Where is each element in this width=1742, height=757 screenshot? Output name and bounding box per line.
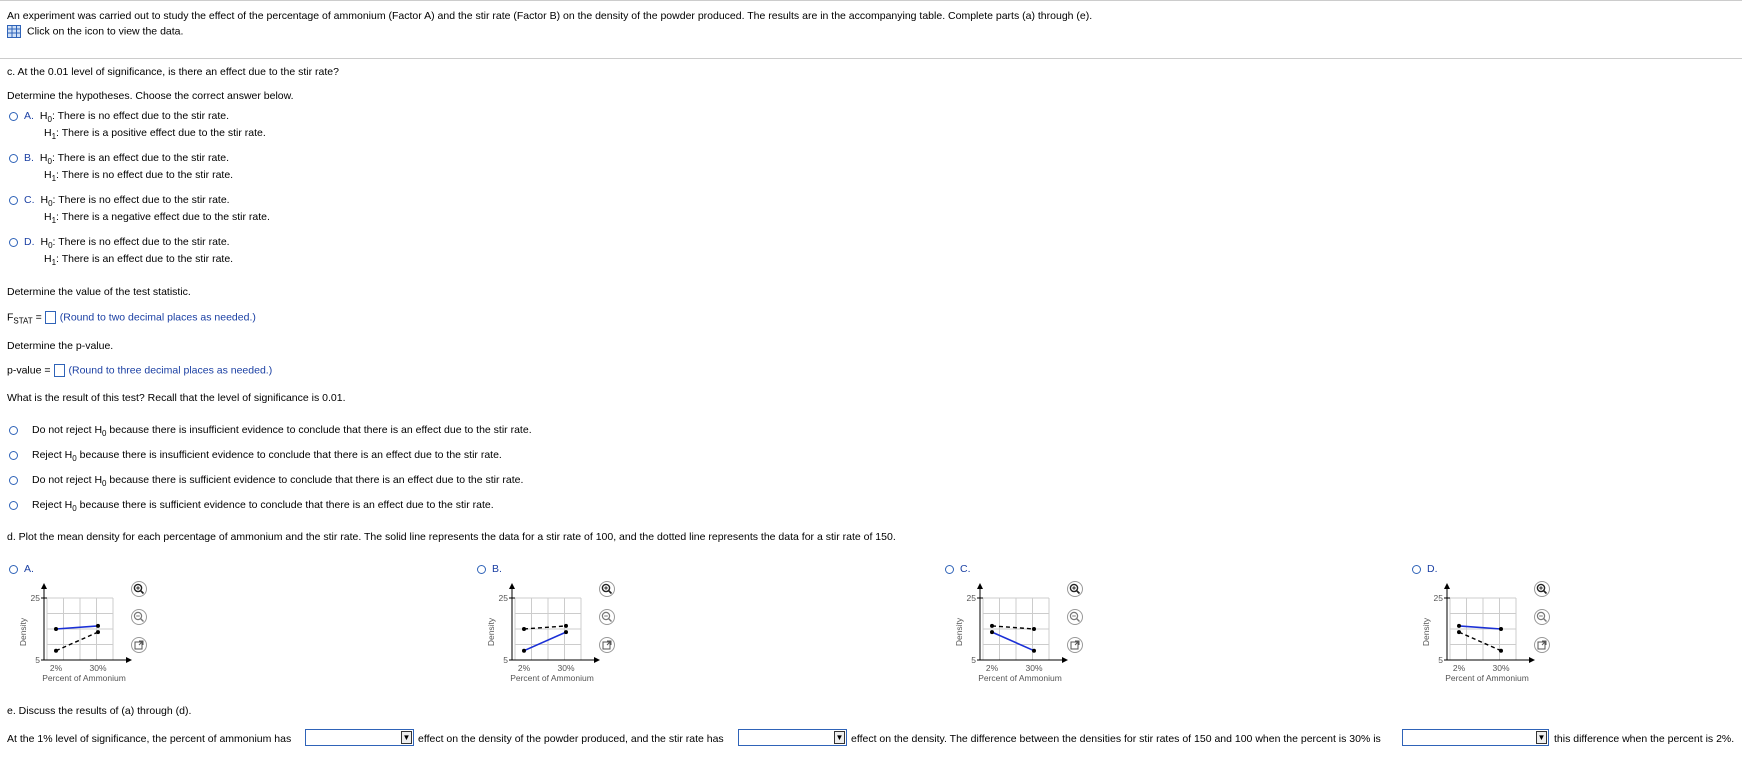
radio-button[interactable] xyxy=(945,565,954,574)
h0-line: $H_0$: There is no effect due to the stir rate. xyxy=(40,236,230,251)
data-point xyxy=(1032,649,1036,653)
h1-line: $H_1$: There is an effect due to the stir rate. xyxy=(44,253,234,268)
h0-text: There is no effect due to the stir rate. xyxy=(58,194,230,206)
h0-text: There is an effect due to the stir rate. xyxy=(57,152,230,164)
radio-button[interactable] xyxy=(9,426,18,435)
h1-label: H xyxy=(44,127,52,139)
h1-sub: 1 xyxy=(51,216,57,226)
option-letter: A. xyxy=(24,563,34,575)
data-point xyxy=(522,627,526,631)
data-point xyxy=(1499,627,1503,631)
popout-icon[interactable] xyxy=(599,637,615,653)
x-tick-label: 30% xyxy=(89,663,107,673)
option-letter: C. xyxy=(960,563,971,575)
y-tick-label: 25 xyxy=(1433,593,1443,603)
stat-prompt: Determine the value of the test statistic. xyxy=(7,286,191,298)
line-chart xyxy=(13,578,143,696)
x-axis-arrow-icon xyxy=(1529,657,1535,663)
h1-label: H xyxy=(44,253,52,265)
option-letter: B. xyxy=(492,563,502,575)
x-tick-label: 30% xyxy=(1492,663,1510,673)
y-axis-label: Density xyxy=(18,617,28,647)
part-e-s4: this difference when the percent is 2%. xyxy=(1554,733,1735,745)
h0-sub: 0 xyxy=(47,115,52,125)
zoom-out-icon[interactable] xyxy=(1534,609,1550,625)
chart-option-2[interactable] xyxy=(945,563,977,575)
fstat-row xyxy=(7,311,256,325)
fstat-label: F xyxy=(7,311,14,324)
fstat-hint: (Round to two decimal places as needed.) xyxy=(59,311,256,324)
x-axis-label: Percent of Ammonium xyxy=(1445,673,1529,683)
data-point xyxy=(1499,649,1503,653)
h1-text: There is a negative effect due to the stir rate. xyxy=(61,211,270,223)
chart-option-0[interactable] xyxy=(9,563,40,575)
h0-sub: 0 xyxy=(102,429,107,439)
section-divider xyxy=(0,58,1742,59)
y-axis-arrow-icon xyxy=(977,583,983,589)
option-letter: D. xyxy=(1427,563,1438,575)
fstat-sub: STAT xyxy=(13,316,33,326)
radio-button[interactable] xyxy=(9,476,18,485)
x-tick-label: 2% xyxy=(517,663,531,673)
zoom-in-icon[interactable] xyxy=(131,581,147,597)
data-point xyxy=(1457,630,1461,634)
h0-line: $H_0$: There is no effect due to the stir rate. xyxy=(40,194,230,209)
h0-line: $H_0$: There is no effect due to the stir rate. xyxy=(39,110,230,125)
option-letter: A. xyxy=(24,110,34,122)
result-action: Reject H xyxy=(32,499,73,511)
y-tick-label: 5 xyxy=(35,655,40,665)
result-action: Do not reject H xyxy=(32,474,103,486)
line-chart xyxy=(949,578,1079,696)
x-axis-label: Percent of Ammonium xyxy=(510,673,594,683)
radio-button[interactable] xyxy=(9,565,18,574)
y-tick-label: 5 xyxy=(971,655,976,665)
data-point xyxy=(990,624,994,628)
p-value-input[interactable] xyxy=(54,364,65,377)
result-option-2[interactable] xyxy=(9,474,523,488)
y-axis-label: Density xyxy=(1421,617,1431,647)
radio-button[interactable] xyxy=(9,238,18,247)
p-prompt: Determine the p-value. xyxy=(7,340,114,352)
radio-button[interactable] xyxy=(1412,565,1421,574)
radio-button[interactable] xyxy=(477,565,486,574)
h1-sub: 1 xyxy=(51,258,57,268)
radio-button[interactable] xyxy=(9,112,18,121)
result-reason: because there is sufficient evidence to conclude that there is an effect due to the stir rate. xyxy=(76,499,494,511)
data-point xyxy=(564,624,568,628)
h0-label: H xyxy=(40,194,49,206)
part-e-s3: effect on the density. The difference between the densities for stir rates of 150 and 100 when the percent is 30% is xyxy=(851,733,1381,745)
result-reason: because there is insufficient evidence to conclude that there is an effect due to the stir rate. xyxy=(106,424,532,436)
p-row xyxy=(7,364,272,377)
h1-label: H xyxy=(44,211,52,223)
data-point xyxy=(522,649,526,653)
y-tick-label: 5 xyxy=(1438,655,1443,665)
h0-sub: 0 xyxy=(72,504,77,514)
result-option-3[interactable] xyxy=(9,499,494,513)
result-option-1[interactable] xyxy=(9,449,502,463)
fstat-input[interactable] xyxy=(45,311,56,324)
h1-sub: 1 xyxy=(51,174,57,184)
zoom-in-icon[interactable] xyxy=(1534,581,1550,597)
data-point xyxy=(1032,627,1036,631)
result-reason: because there is insufficient evidence to conclude that there is an effect due to the stir rate. xyxy=(76,449,502,461)
data-point xyxy=(96,630,100,634)
line-chart xyxy=(1416,578,1546,696)
p-hint: (Round to three decimal places as needed.) xyxy=(68,364,273,377)
data-point xyxy=(96,624,100,628)
result-option-0[interactable] xyxy=(9,424,532,438)
y-tick-label: 25 xyxy=(498,593,508,603)
option-letter: C. xyxy=(24,194,35,206)
fstat-eq: = xyxy=(32,311,42,324)
y-axis-label: Density xyxy=(486,617,496,647)
y-axis-arrow-icon xyxy=(41,583,47,589)
data-point xyxy=(1457,624,1461,628)
y-tick-label: 5 xyxy=(503,655,508,665)
h0-label: H xyxy=(39,110,48,122)
line-chart xyxy=(481,578,611,696)
result-action: Reject H xyxy=(32,449,73,461)
radio-button[interactable] xyxy=(9,451,18,460)
intro-text: An experiment was carried out to study the effect of the percentage of ammonium (Factor A) and the stir rate (Factor B) on the density of the powder produced. The results are in the accompanying table. Complete parts (a) through (e). xyxy=(7,10,1093,22)
top-border xyxy=(0,0,1742,1)
hyp-prompt: Determine the hypotheses. Choose the correct answer below. xyxy=(7,90,294,102)
x-axis-arrow-icon xyxy=(1062,657,1068,663)
dropdown-arrow-icon[interactable]: ▼ xyxy=(1537,733,1546,742)
h0-label: H xyxy=(40,236,49,248)
data-point xyxy=(564,630,568,634)
radio-button[interactable] xyxy=(9,154,18,163)
h1-line: $H_1$: There is a negative effect due to the stir rate. xyxy=(44,211,270,226)
difference-compare-select[interactable] xyxy=(1402,729,1549,746)
dashed-series-line xyxy=(56,632,98,651)
h0-sub: 0 xyxy=(48,199,53,209)
x-axis-label: Percent of Ammonium xyxy=(42,673,126,683)
y-axis-arrow-icon xyxy=(509,583,515,589)
radio-button[interactable] xyxy=(9,196,18,205)
part-e-s1: At the 1% level of significance, the percent of ammonium has xyxy=(7,733,292,745)
result-prompt: What is the result of this test? Recall that the level of significance is 0.01. xyxy=(7,392,346,404)
y-tick-label: 25 xyxy=(966,593,976,603)
chart-option-3[interactable] xyxy=(1412,563,1444,575)
option-letter: D. xyxy=(24,236,35,248)
h0-text: There is no effect due to the stir rate. xyxy=(57,110,230,122)
popout-icon[interactable] xyxy=(1067,637,1083,653)
dashed-series-line xyxy=(1459,632,1501,651)
x-tick-label: 30% xyxy=(1025,663,1043,673)
h0-sub: 0 xyxy=(72,454,77,464)
stir-effect-select[interactable] xyxy=(738,729,847,746)
x-axis-arrow-icon xyxy=(126,657,132,663)
h1-line: $H_1$: There is a positive effect due to the stir rate. xyxy=(44,127,266,142)
x-axis-arrow-icon xyxy=(594,657,600,663)
result-reason: because there is sufficient evidence to conclude that there is an effect due to the stir rate. xyxy=(106,474,524,486)
h0-sub: 0 xyxy=(47,157,52,167)
h0-text: There is no effect due to the stir rate. xyxy=(58,236,230,248)
data-point xyxy=(54,649,58,653)
y-axis-arrow-icon xyxy=(1444,583,1450,589)
h0-sub: 0 xyxy=(102,479,107,489)
radio-button[interactable] xyxy=(9,501,18,510)
h1-text: There is no effect due to the stir rate. xyxy=(61,169,234,181)
part-e-question: e. Discuss the results of (a) through (d). xyxy=(7,705,192,717)
h1-sub: 1 xyxy=(51,132,57,142)
popout-icon[interactable] xyxy=(131,637,147,653)
h0-label: H xyxy=(39,152,48,164)
h0-sub: 0 xyxy=(48,241,53,251)
part-d-question: d. Plot the mean density for each percentage of ammonium and the stir rate. The solid line represents the data for a stir rate of 100, and the dotted line represents the data for a stir rate of 150. xyxy=(7,531,896,543)
part-c-question: c. At the 0.01 level of significance, is there an effect due to the stir rate? xyxy=(7,66,339,78)
zoom-out-icon[interactable] xyxy=(1067,609,1083,625)
data-link-text[interactable]: Click on the icon to view the data. xyxy=(27,25,184,38)
h1-line: $H_1$: There is no effect due to the stir rate. xyxy=(44,169,234,184)
p-label: p-value = xyxy=(7,364,51,377)
x-tick-label: 2% xyxy=(1452,663,1466,673)
x-tick-label: 2% xyxy=(49,663,63,673)
zoom-out-icon[interactable] xyxy=(131,609,147,625)
solid-series-line xyxy=(524,632,566,651)
data-link[interactable] xyxy=(7,25,183,38)
hyp-option-3[interactable] xyxy=(9,236,230,250)
option-letter: B. xyxy=(24,152,34,164)
y-axis-label: Density xyxy=(954,617,964,647)
table-grid-icon[interactable] xyxy=(7,25,21,38)
h1-text: There is a positive effect due to the stir rate. xyxy=(61,127,266,139)
x-tick-label: 2% xyxy=(985,663,999,673)
zoom-in-icon[interactable] xyxy=(1067,581,1083,597)
h1-text: There is an effect due to the stir rate. xyxy=(61,253,234,265)
h0-line: $H_0$: There is an effect due to the stir rate. xyxy=(39,152,230,167)
dropdown-arrow-icon[interactable]: ▼ xyxy=(402,733,411,742)
result-action: Do not reject H xyxy=(32,424,103,436)
part-e-s2: effect on the density of the powder produced, and the stir rate has xyxy=(418,733,724,745)
h1-label: H xyxy=(44,169,52,181)
ammonium-effect-select[interactable] xyxy=(305,729,414,746)
hyp-option-1[interactable] xyxy=(9,152,229,166)
dropdown-arrow-icon[interactable]: ▼ xyxy=(835,733,844,742)
zoom-in-icon[interactable] xyxy=(599,581,615,597)
hyp-option-0[interactable] xyxy=(9,110,229,124)
popout-icon[interactable] xyxy=(1534,637,1550,653)
x-axis-label: Percent of Ammonium xyxy=(978,673,1062,683)
data-point xyxy=(990,630,994,634)
hyp-option-2[interactable] xyxy=(9,194,230,208)
y-tick-label: 25 xyxy=(30,593,40,603)
data-point xyxy=(54,627,58,631)
solid-series-line xyxy=(992,632,1034,651)
x-tick-label: 30% xyxy=(557,663,575,673)
chart-option-1[interactable] xyxy=(477,563,508,575)
zoom-out-icon[interactable] xyxy=(599,609,615,625)
